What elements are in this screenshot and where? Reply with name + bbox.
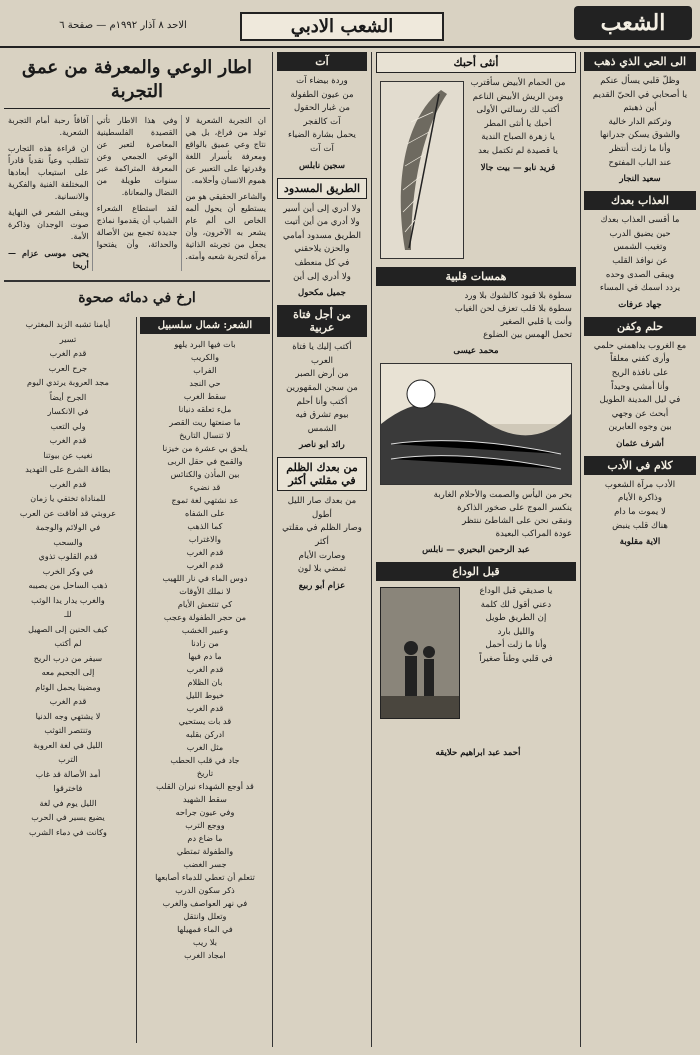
poem-line: ذكر سكون الدرب [175, 885, 235, 895]
poem-author: رائد ابو ناصر [299, 440, 345, 451]
poem-body: أكتب إليك يا فتاة العرب من أرض الصبر من سجن المقهورين أكتب وأنا أحلم بيوم تشرق فيه الشمس [286, 342, 358, 434]
poem-line: من زادنا [191, 638, 219, 648]
landscape-icon [381, 364, 571, 484]
poem-line: والطفولة تمتطي [176, 846, 234, 856]
poem-line: كي تنتعش الأيام [177, 599, 233, 609]
poem-author: أشرف عثمان [616, 438, 664, 449]
poem-line: في الانكسار [47, 406, 89, 416]
poem-line: سيفر من درب الريح [33, 652, 103, 663]
poem-line: والسحب [53, 536, 83, 547]
poem-body: ما أقسى العذاب بعدك حين يضيق الدرب وتغيب الشمس عن نوافذ القلب ويبقى الصدى وحده يردد اسمك في المساء [599, 215, 681, 294]
poem-line: وعبير الخشب [181, 625, 229, 635]
poem-line: يلحق بي عشرة من خيزنا [162, 443, 248, 453]
poem-line: أمد الأصالة قد غاب [35, 768, 101, 779]
poem-author: جهاد عرفات [618, 299, 662, 310]
long-poem-author: الشعر: شمال سلسبيل [140, 317, 270, 334]
poem-line: كيف الحنين إلى الصهيل [28, 623, 108, 634]
poem-line: الليل يوم في لغة [39, 797, 97, 808]
poem-line: قدم الغرب [186, 547, 224, 557]
column-divider [272, 52, 273, 1047]
poem-body: الأدب مرآة الشعوب وذاكرة الأيام لا يموت ما دام هناك قلب ينبض [604, 479, 676, 531]
poem-line: ولي التعب [50, 420, 86, 431]
poem-line: للمناداة تختفي يا زمان [30, 493, 106, 503]
poem-line: سقط الغرب [183, 391, 227, 401]
poem-line: بات فيها البرد يلهو [174, 339, 236, 349]
poem-line: يضيع يسير في الحرب [31, 812, 105, 822]
poem-title: حلم وكفن [584, 317, 696, 336]
poem-author: عزام أبو ربيع [298, 580, 346, 591]
poem-line: تتعلم أن تعطي للدماء أصابعها [155, 872, 255, 882]
poem-body: وظلّ قلبي يسأل عنكم يا أصحابي في الحيّ القديم أين ذهبتم وتركتم الدار خالية والشوق يسكن جدرانها وأنا ما زلت أنتظر عند الباب المفتوح [592, 76, 688, 168]
section-title: الشعب الادبي [240, 12, 444, 41]
poem-line: قد نضيء [189, 482, 221, 492]
poem-line: في نهر العواصف والغرب [162, 898, 248, 908]
poem-line: قد بات يستحيي [178, 716, 232, 726]
poem-line: تسير [59, 333, 77, 344]
people-silhouette-icon [381, 588, 459, 718]
poem-line: لا نملك الأوقات [179, 586, 231, 596]
poem-line: للـ [64, 609, 72, 619]
poem-line: نغيب عن بيوتنا [43, 449, 93, 460]
poem-title: العذاب بعدك [584, 191, 696, 210]
poem-body: ولا أدري إلى أين أسير ولا أدري من أين أتيت الطريق مسدود أمامي والحزن يلاحقني في كل منعطف ولا أدري إلى أين [283, 203, 361, 282]
poem-line: الترب [58, 754, 78, 764]
poem-author: أحمد عبد ابراهيم حلايقه [435, 748, 521, 758]
poem-line: قدم الغرب [186, 664, 224, 674]
poem-line: الجرح أيضاً [49, 391, 87, 402]
article-author: عبد الرحمن البحيري — نابلس [422, 545, 530, 555]
poem-title: آت [277, 52, 367, 71]
poem-line: الفراب [193, 365, 217, 375]
poem-line: جسر الغضب [183, 859, 227, 869]
long-poem-title: ارخ في دمائه صحوة [78, 290, 196, 306]
poem-line: على الشفاه [184, 508, 226, 518]
poem-line: بلا ريب [192, 937, 218, 947]
section-divider [4, 280, 270, 282]
poem-line: فاخترقوا [53, 783, 83, 793]
poem-body: مع الغروب يداهمني حلمي وأرى كفني معلقاً على نافذة الريح وأنا أمشي وحيداً في ليل المدينة الطويل أبحث عن وجهي بين وجوه العابرين [593, 340, 687, 433]
page-header [0, 0, 700, 48]
poem-line: قدم القلوب تذوي [38, 551, 98, 561]
poem-author: محمد عيسى [453, 346, 499, 356]
poem-line: إلى الجحيم معه [41, 667, 95, 677]
poem-title: كلام في الأدب [584, 456, 696, 475]
feature-author: يحيى موسى عزام — أريحا [8, 248, 89, 270]
poem-body: يا صديقي قبل الوداع دعني أقول لك كلمة إن الطريق طويل والليل بارد وأنا ما زلت أحمل في قلبي وطناً صغيراً [479, 586, 553, 664]
poem-line: ما صنعتها ريت القصر [169, 417, 241, 427]
column-divider [580, 52, 581, 1047]
poem-body [4, 317, 132, 839]
poem-line: من حجر الطفولة وعجب [163, 612, 247, 622]
poem-line: والكريب [190, 352, 220, 362]
poem-line: ادركن بقلبه [185, 729, 225, 739]
poem-line: قدم الغرب [49, 348, 87, 358]
column-divider [136, 317, 137, 1043]
poem-line: ذهب الساحل من يصيبه [28, 580, 108, 590]
poem-line: في الماء فمهيلها [177, 924, 233, 934]
column-center [277, 52, 367, 1047]
poem-line: دوس الماء في نار اللهيب [162, 573, 248, 583]
poem-line: الليل في لغة العروبة [33, 739, 103, 750]
landscape-illustration [380, 363, 572, 485]
poem-author: الاية مقلوبة [619, 537, 661, 548]
poem-author: فريد نابو — بيت جالا [480, 162, 556, 173]
poem-line: والغرب يدار يدا الوثب [31, 594, 105, 605]
poem-line: عد نشتهي لغة تموج [171, 495, 239, 505]
poem-line: ومضينا يحمل الوئام [35, 681, 101, 692]
poem-line: مجد العروبة يرتدي اليوم [27, 377, 109, 387]
poem-line: مثل الغرب [186, 742, 224, 752]
column-center-right [376, 52, 576, 1047]
poem-line: جرح العرب [48, 362, 88, 373]
poem-line: قدم الغرب [186, 560, 224, 570]
poem-line: وتعلل وانتقل [183, 911, 227, 921]
poem-body: سطوة بلا قيود كالشوك بلا ورد سطوة بلا قلب تعزف لحن الغياب وأنت يا قلبي الصغير تحمل الهمس بين الضلوع [454, 291, 572, 340]
long-poem [4, 285, 270, 1047]
poem-body: وردة بيضاء آت من عيون الطفولة من غبار الحقول آت كالفجر يحمل بشارة الضياء آت آت [288, 76, 356, 154]
poem-line: بطاقة الشرع على التهديد [25, 464, 111, 474]
poem-body: من بعدك صار الليل أطول وصار الظلم في مقلتي أكثر وصارت الأيام تمضي بلا لون [282, 496, 362, 575]
poem-line: امجاد الغرب [184, 950, 226, 960]
poem-line: لا يشتهي وجه الدنيا [35, 710, 101, 721]
poem-line: سقط الشهيد [183, 794, 227, 804]
poem-title: همسات قلبية [376, 267, 576, 286]
poem-line: حي النجد [189, 378, 221, 388]
poem-line: كما الذهب [187, 521, 223, 531]
poem-title: الطريق المسدود [277, 178, 367, 199]
feature-title: اطار الوعي والمعرفة من عمق التجربة [4, 52, 270, 109]
poem-line: ملء تعلقه دنيانا [178, 404, 232, 414]
poem-author: سجين نابلس [298, 160, 346, 171]
poem-line: وفي عيون جراحه [175, 807, 235, 817]
poem-line: والقمح في حقل الربى [167, 456, 243, 466]
column-divider [371, 52, 372, 1047]
poem-line: أيامنا تشبه الزبد المغترب [25, 319, 111, 329]
poem-line: قد أوجع الشهداء نيران القلب [156, 781, 254, 791]
feather-icon [381, 82, 463, 258]
poem-line: قدم الغرب [49, 435, 87, 445]
poem-title: الى الحي الذي ذهب [584, 52, 696, 71]
poem-line: ووجع الترب [185, 820, 225, 830]
poem-line: جاد في قلب الحطب [170, 755, 240, 765]
poem-author: جميل مكحول [298, 288, 346, 299]
poem-title: من بعدك الظلم في مقلتي أكثر [277, 457, 367, 491]
feature-article [4, 52, 270, 277]
poem-title: أنثى أحبك [376, 52, 576, 73]
poem-body: من الحمام الأبيض سأقترب ومن الريش الأبيض الناعم أكتب لك رسالتي الأولى أحبك يا أنثى المطر يا زهرة الصباح الندية يا قصيدة لم تكتمل بعد فريد نابو — بيت جالا [460, 77, 576, 180]
poem-line: خيوط الليل [185, 690, 225, 700]
poem-line: بان الظلام [187, 677, 223, 687]
poem-line: وتنتصر التوثب [44, 725, 92, 735]
poem-line: ما دم فيها [188, 651, 222, 661]
dateline: الاحد ٨ آذار ١٩٩٢م — صفحة ٦ [59, 20, 187, 31]
silhouette-photo [380, 587, 460, 719]
poem-line: تاريخ [196, 768, 214, 778]
poem-line: قدم الغرب [186, 703, 224, 713]
newspaper-logo: الشعب [574, 6, 692, 40]
poem-line: قدم الغرب [49, 478, 87, 489]
poem-line: في الولائم والوجمة [35, 522, 101, 532]
article-body: بحر من اليأس والصمت والأحلام الغاربة ينكسر الموج على صخور الذاكرة ونبقى نحن على الشاطئ ننتظر عودة المراكب البعيدة [433, 490, 572, 539]
poem-line: في وكر الخرب [42, 565, 94, 576]
poem-author: سعيد النجار [619, 174, 661, 185]
poem-line: لا تنسال التاريخ [179, 430, 231, 440]
poem-title: من أجل فتاة عربية [277, 305, 367, 337]
poem-line: ما ضاع دم [187, 833, 223, 843]
poem-line: لم أكتب [54, 638, 82, 648]
poem-line: قدم الغرب [49, 696, 87, 706]
poem-title: قبل الوداع [376, 562, 576, 581]
poem-line: عروبتي قد أفاقت عن العرب [19, 507, 117, 518]
feature-body: ان التجربة الشعرية لا تولد من فراغ، بل هي نتاج وعي عميق بالواقع ومعرفة بأسرار اللغة وقدرتها على التعبير عن هموم الانسان وأحلامه. والشاعر الحقيقي هو من يستطيع أن يحول ألمه الخاص الى ألم عام يشعر به الآخرون، وأن يجعل من تجربته الذاتية مرآة لتجربة شعبه وأمته. وفي هذا الاطار تأتي القصيدة الفلسطينية المعاصرة لتعبر عن الوعي الجمعي وعن المعرفة المتراكمة عبر سنوات طويلة من النضال والمعاناة. لقد استطاع الشعراء الشباب أن يقدموا نماذج جديدة تجمع بين الأصالة والحداثة، وأن يفتحوا آفاقاً رحبة أمام التجربة الشعرية. ان قراءة هذه التجارب تتطلب وعياً نقدياً قادراً على استيعاب أبعادها المختلفة الفنية والفكرية والانسانية. ويبقى الشعر في النهاية صوت الوجدان وذاكرة الأمة. يحيى موسى عزام — أريحا [8, 116, 266, 270]
poem-line: وكانت في دماء الشرب [29, 826, 107, 837]
poem-body [140, 338, 270, 962]
poem-line: بين المأذن والكنائس [170, 469, 240, 479]
poem-line: والاغتراب [188, 534, 222, 544]
column-right [584, 52, 696, 1047]
feather-illustration [380, 81, 464, 259]
